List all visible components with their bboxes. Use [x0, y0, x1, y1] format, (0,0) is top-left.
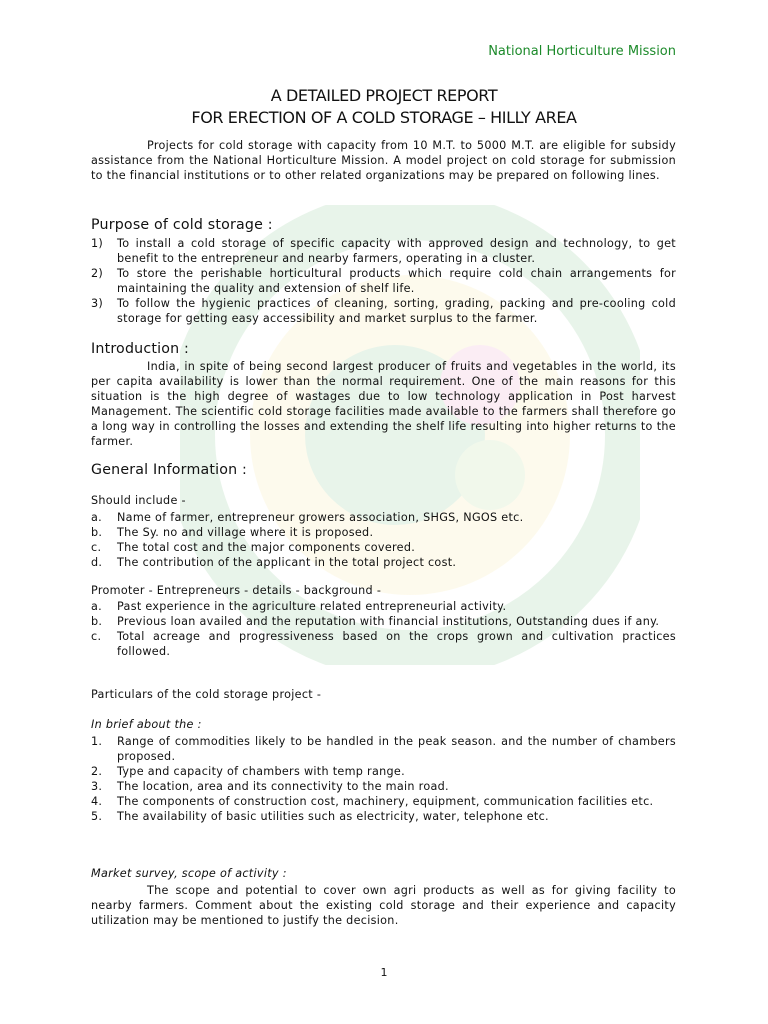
title-line-1: A DETAILED PROJECT REPORT — [270, 86, 498, 105]
title-line-2: FOR ERECTION OF A COLD STORAGE – HILLY AREA — [191, 108, 577, 127]
page-number: 1 — [380, 966, 388, 979]
list-item: b. The Sy. no and village where it is proposed. — [91, 526, 374, 539]
list-item: 1. Range of commodities likely to be handled in the peak season. and the number of chambers proposed. — [91, 735, 676, 763]
promoter-heading: Promoter - Entrepreneurs - details - background - — [91, 584, 382, 597]
general-info-list — [91, 510, 676, 570]
particulars-heading: Particulars of the cold storage project - — [91, 688, 322, 701]
promoter-list — [91, 599, 676, 659]
list-item: 2. Type and capacity of chambers with temp range. — [91, 765, 405, 778]
list-item: 3) To follow the hygienic practices of cleaning, sorting, grading, packing and pre-cooling cold storage for getting easy accessibility and market surplus to the farmer. — [91, 297, 676, 325]
market-paragraph: The scope and potential to cover own agri products as well as for giving facility to nearby farmers. Comment about the existing cold storage and their experience and capacity utilization may be mentioned to justify the decision. — [91, 884, 676, 927]
purpose-heading: Purpose of cold storage : — [91, 217, 273, 233]
list-item: c. The total cost and the major components covered. — [91, 541, 416, 554]
brief-heading: In brief about the : — [91, 718, 202, 731]
introduction-paragraph: India, in spite of being second largest producer of fruits and vegetables in the world, its per capita availability is lower than the normal requirement. One of the main reasons for this situation is the high degree of wastages due to low technology application in Post harvest Management. The scientific cold storage facilities made available to the farmers shall therefore go a long way in controlling the losses and extending the shelf life resulting into higher returns to the farmer. — [91, 360, 676, 448]
list-item: 5. The availability of basic utilities such as electricity, water, telephone etc. — [91, 810, 549, 823]
list-item: d. The contribution of the applicant in the total project cost. — [91, 556, 457, 569]
list-item: c. Total acreage and progressiveness based on the crops grown and cultivation practices followed. — [91, 630, 676, 658]
list-item: 3. The location, area and its connectivity to the main road. — [91, 780, 449, 793]
brief-list — [91, 734, 676, 824]
introduction-heading: Introduction : — [91, 341, 190, 357]
market-heading: Market survey, scope of activity : — [91, 867, 287, 880]
should-include-label: Should include - — [91, 494, 186, 507]
purpose-list — [91, 236, 676, 326]
list-item: 1) To install a cold storage of specific capacity with approved design and technology, to get benefit to the entrepreneur and nearby farmers, operating in a cluster. — [91, 237, 676, 265]
list-item: a. Name of farmer, entrepreneur growers association, SHGS, NGOS etc. — [91, 511, 524, 524]
list-item: b. Previous loan availed and the reputation with financial institutions, Outstanding dues if any. — [91, 615, 660, 628]
list-item: 4. The components of construction cost, machinery, equipment, communication facilities etc. — [91, 795, 654, 808]
header-org-name: National Horticulture Mission — [488, 44, 676, 59]
list-item: 2) To store the perishable horticultural products which require cold chain arrangements for maintaining the quality and extension of shelf life. — [91, 267, 676, 295]
intro-paragraph: Projects for cold storage with capacity from 10 M.T. to 5000 M.T. are eligible for subsidy assistance from the National Horticulture Mission. A model project on cold storage for submission to the financial institutions or to other related organizations may be prepared on following lines. — [91, 139, 676, 182]
general-info-heading: General Information : — [91, 462, 248, 478]
list-item: a. Past experience in the agriculture related entrepreneurial activity. — [91, 600, 507, 613]
